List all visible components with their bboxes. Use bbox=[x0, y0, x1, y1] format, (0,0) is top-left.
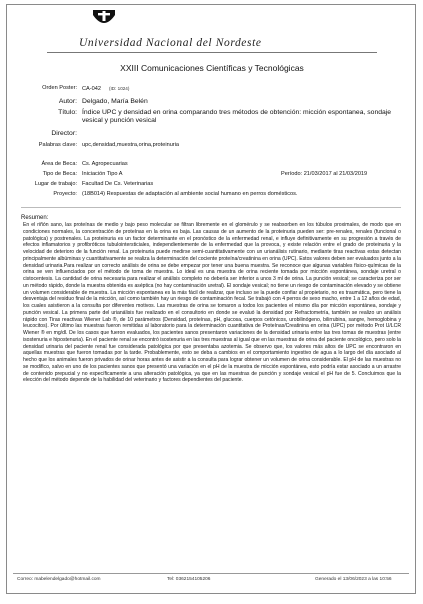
tipo-value: Iniciación Tipo A bbox=[82, 171, 123, 177]
palabras-label: Palabras clave: bbox=[38, 142, 77, 148]
footer-tel: Tel: 0362154105206 bbox=[167, 577, 211, 582]
director-label: Director: bbox=[51, 130, 77, 137]
section-divider bbox=[21, 207, 401, 208]
periodo-value: Período: 21/03/2017 al 21/03/2019 bbox=[281, 171, 368, 177]
palabras-value: upc,densidad,muestra,orina,proteinuria bbox=[82, 142, 180, 148]
lugar-label: Lugar de trabajo: bbox=[34, 181, 77, 187]
conference-title: XXIII Comunicaciones Científicas y Tecnológicas bbox=[120, 63, 304, 73]
orden-value: CA-042 bbox=[82, 86, 101, 92]
proyecto-label: Proyecto: bbox=[53, 191, 77, 197]
area-value: Cs. Agropecuarias bbox=[82, 161, 128, 167]
footer-correo: Correo: mabelendelgado@hotmail.com bbox=[17, 577, 101, 582]
document-page bbox=[6, 4, 416, 594]
orden-label: Orden Poster: bbox=[42, 85, 77, 91]
autor-label: Autor: bbox=[58, 98, 77, 105]
titulo-value: Índice UPC y densidad en orina comparando tres métodos de obtención: micción espontanea, sondaje vesical y punción vesical bbox=[82, 109, 392, 124]
area-label: Área de Beca: bbox=[41, 161, 77, 167]
tipo-label: Tipo de Beca: bbox=[42, 171, 77, 177]
titulo-label: Título: bbox=[58, 109, 77, 116]
header-divider bbox=[47, 52, 377, 53]
footer-divider bbox=[13, 573, 409, 574]
university-name: Universidad Nacional del Nordeste bbox=[79, 37, 262, 49]
university-logo-icon bbox=[92, 9, 116, 31]
orden-id: (ID: 1024) bbox=[108, 86, 130, 91]
footer-generado: Generado el 13/06/2023 a las 10:56 bbox=[315, 577, 392, 582]
autor-value: Delgado, María Belén bbox=[82, 98, 148, 105]
resumen-label: Resumen: bbox=[21, 215, 49, 221]
proyecto-value: (18B014) Respuestas de adaptación al ambiente social humano en perros domésticos. bbox=[82, 191, 298, 197]
resumen-text: En el riñón sano, las proteínas de medio y bajo peso molecular se filtran libremente en el glomérulo y se reabsorben en los túbulos proximales, de modo que en condiciones normales, la concentración de proteínas en la orina es baja. Las causas de un aumento de la proteinuria pueden ser: pre-renales, renales (funcional o patológica) y postrenales. La proteinuria es un factor determinante en el pronóstico de la enfermedad renal, e influye definitivamente en su progresión a través de efectos inflamatorios y profibróticos tubulointersticiales, independientemente de la enfermedad que la provoca, y existe relación entre el grado de proteinuria y la velocidad de deterioro de la función renal. La proteinuria puede medirse semi-cuantitativamente con un urianálisis rutinario, mediante tiras reactivas estas detectan principalmente albúminas y cuantitativamente se realiza la determinación del cociente proteína/creatinina en orina (UPC). Estos valores deben ser evaluados junto a la densidad urinaria.Para realizar un correcto análisis de orina se debe empezar por tener una buena muestra. Se reconoce que algunas variables físico-químicas de la orina se ven influenciados por el método de toma de muestra. Lo ideal es una muestra de orina reciente tomada por micción espontánea, sondaje uretral o cistocentesis. La cantidad de orina necesaria para realizar el análisis completo no debería ser inferior a unos 3 ml de orina. La punción vesical; se caracteriza por ser un método rápido, donde la muestra obtenida es aséptica (no hay contaminación uretral). El sondaje vesical; no tiene un riesgo de contaminación elevado y se obtiene un volumen considerable de muestra. La micción espontanea es la más fácil de realizar, que incluso se la puede confiar al propietario, no es traumática, pero tiene la desventaja del residuo final de la micción, así como también hay un riesgo de contaminación fecal. Se trabajó con 4 perros de sexo macho, entre 1 a 12 años de edad, los cuales asistieron a la consulta por diferentes motivos. Las muestras de orina se tomaron a todos los pacientes el mismo día por micción espontánea, sondaje y punción vesical. La primera parte del urianálisis fue realizado en el consultorio en donde se evaluó la densidad por Refractometría, también se realizo un análisis rápido con Tiras reactivas Wiener Lab ®, de 10 parámetros (Densidad, proteínas, pH, glucosa, cuerpos cetónicos, urobilinógeno, bilirrubina, sangre, hemoglobina y leucocitos). Por último las muestras fueron remitidas al laboratorio para la determinación cuantitativa de Proteínas/Creatinina en orina (UPC) por método Prot U/LCR Wiener ® en mg/dl. De los casos que fueron evaluados, los pacientes sanos presentaron variaciones de la densidad urinaria entre las tres tomas de muestras (entre isostenuria e hipostenuria). En el paciente renal se encontró isostenuria en las tres muestras al igual que en las muestras de orina del paciente oncológico, pero solo la densidad urinaria del paciente renal fue considerada patológica por que presentaba azotemia. Se observo que, los valores más altos de UPC se encontraron en aquellas muestras que fueron tomadas por la tarde. Probablemente, esto se deba a cambios en el comportamiento ingestivo de agua a lo largo del día asociado al hecho que los animales fueron privados de orinar horas antes de asistir a la consulta para lograr obtener un volumen de orina considerable. El pH de las muestras no se modifico, salvo en uno de los pacientes sanos que presentó una variación en el pH de la muestra de micción espontánea, esto podría estar asociado a un arrastre de contenido prepucial y no específicamente a una alteración patológica, ya que en las muestras de punción y sondaje vesical el pH fue de 5. Concluimos que la elección del método depende de la habilidad del veterinario y factores dependientes del paciente. bbox=[23, 222, 401, 384]
lugar-value: Facultad De Cs. Veterinarias bbox=[82, 181, 154, 187]
